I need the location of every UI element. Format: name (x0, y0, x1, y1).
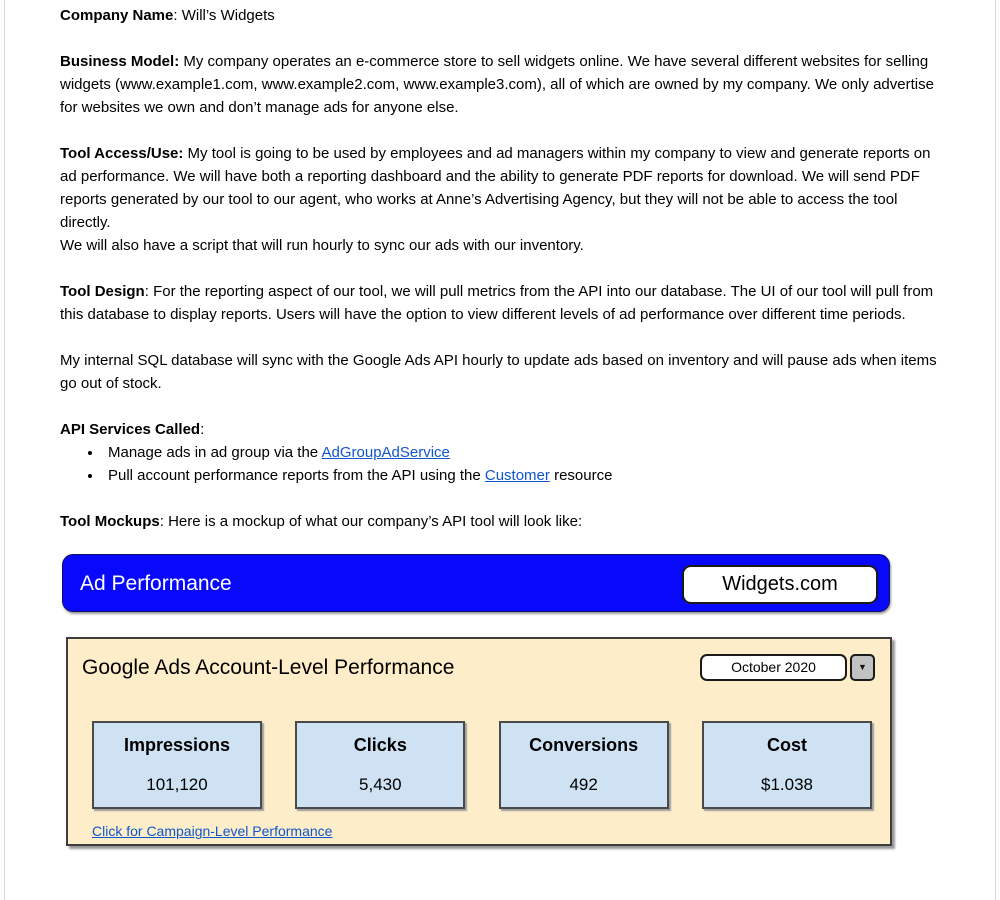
business-model-text: My company operates an e-commerce store to sell widgets online. We have several different websites for selling widgets (www.example1.com, www.example2.com, www.example3.com), all of which are owned by my company. We only advertise for websites we own and don’t manage ads for anyone else. (60, 53, 934, 116)
metric-label: Cost (766, 735, 807, 755)
api-services-heading (60, 418, 940, 441)
mockup-performance-panel (66, 637, 892, 846)
api-services-label: API Services Called (60, 421, 201, 438)
metric-label: Impressions (123, 735, 231, 755)
metric-label: Conversions (529, 735, 639, 755)
sql-sync-text: My internal SQL database will sync with the Google Ads API hourly to update ads based on inventory and will pause ads when items go out of stock. (60, 352, 937, 392)
widgets-com-button[interactable]: Widgets.com (682, 565, 878, 604)
metrics-row (92, 721, 872, 809)
paragraph-sql-sync (60, 349, 940, 395)
metric-value: 101,120 (146, 775, 208, 794)
tool-mockups-text: : Here is a mockup of what our company’s API tool will look like: (159, 513, 583, 530)
panel-title: Google Ads Account-Level Performance (82, 656, 455, 679)
tool-design-text: : For the reporting aspect of our tool, we will pull metrics from the API into our database. The UI of our tool will pull from this database to display reports. Users will have the option to view different levels of ad performance over different time periods. (60, 283, 934, 323)
paragraph-tool-design (60, 280, 940, 326)
api-services-list (60, 441, 940, 487)
panel-header-row (68, 639, 890, 681)
metric-value: 492 (569, 775, 598, 794)
chevron-down-icon[interactable]: ▼ (850, 654, 875, 681)
bullet-2-text: Pull account performance reports from the API using the (108, 467, 485, 484)
tool-access-text: My tool is going to be used by employees and ad managers within my company to view and generate reports on ad performance. We will have both a reporting dashboard and the ability to generate PDF reports for download. We will send PDF reports generated by our tool to our agent, who works at Anne’s Advertising Agency, but they will not be able to access the tool directly. (60, 145, 931, 231)
campaign-level-performance-link[interactable]: Click for Campaign-Level Performance (92, 823, 333, 839)
list-item (103, 464, 940, 487)
company-name-value: : Will’s Widgets (173, 7, 275, 24)
section-api-services (60, 418, 940, 487)
metric-box-clicks (295, 721, 465, 809)
paragraph-company-name (60, 4, 940, 27)
date-range-value[interactable]: October 2020 (700, 654, 847, 681)
mockup-header-bar (62, 554, 890, 612)
paragraph-tool-access (60, 142, 940, 257)
tool-mockups-label: Tool Mockups (60, 513, 160, 530)
metric-box-conversions (499, 721, 669, 809)
api-services-colon: : (200, 421, 205, 438)
business-model-label: Business Model: (60, 53, 180, 70)
bullet-2-post: resource (549, 467, 613, 484)
list-item (103, 441, 940, 464)
metric-value: $1.038 (760, 775, 813, 794)
bullet-1-text: Manage ads in ad group via the (108, 444, 322, 461)
company-name-label: Company Name (60, 7, 174, 24)
adgroupadservice-link[interactable]: AdGroupAdService (321, 444, 450, 461)
mockup-header-title: Ad Performance (80, 571, 232, 595)
metric-box-impressions (92, 721, 262, 809)
paragraph-tool-mockups (60, 510, 940, 533)
customer-link[interactable]: Customer (484, 467, 550, 484)
paragraph-business-model (60, 50, 940, 119)
metric-box-cost (702, 721, 872, 809)
document-content (60, 4, 940, 846)
metric-label: Clicks (353, 735, 407, 755)
tool-access-label: Tool Access/Use: (60, 145, 184, 162)
tool-design-label: Tool Design (60, 283, 145, 300)
tool-access-line2: We will also have a script that will run hourly to sync our ads with our inventory. (60, 237, 584, 254)
page-left-edge (4, 0, 5, 900)
date-range-dropdown[interactable] (700, 654, 875, 681)
metric-value: 5,430 (359, 775, 402, 794)
page-right-edge (995, 0, 996, 900)
